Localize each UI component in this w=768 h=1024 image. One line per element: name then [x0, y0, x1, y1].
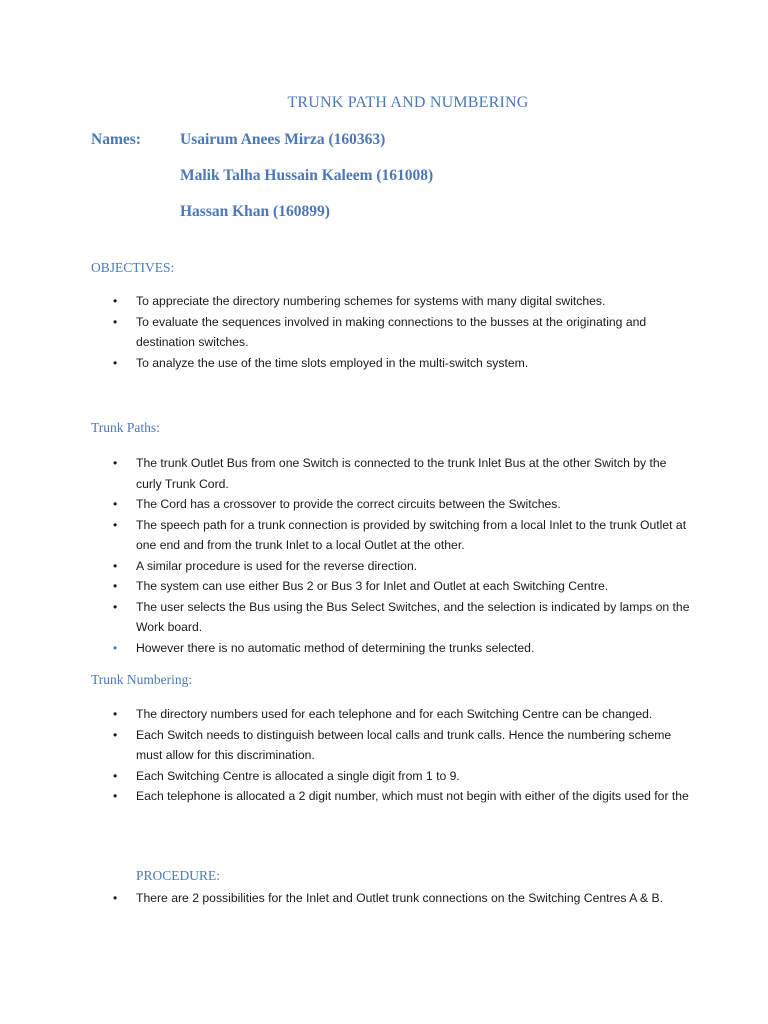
list-item: [113, 515, 693, 556]
author-name-2: Malik Talha Hussain Kaleem (161008): [180, 167, 434, 184]
document-title: TRUNK PATH AND NUMBERING: [287, 94, 529, 111]
list-item: [113, 597, 693, 638]
list-item-text: Each telephone is allocated a 2 digit number, which must not begin with either of the digits used for the: [136, 789, 689, 803]
list-item: [113, 888, 693, 909]
list-item: [113, 766, 693, 787]
bullet-icon: •: [113, 727, 118, 742]
list-item: [113, 453, 693, 494]
objectives-list: [113, 291, 693, 373]
list-item-text: The Cord has a crossover to provide the correct circuits between the Switches.: [136, 497, 561, 511]
bullet-icon: •: [113, 558, 118, 573]
list-item: [113, 312, 693, 353]
list-item-text: The trunk Outlet Bus from one Switch is connected to the trunk Inlet Bus at the other Switch by the curly Trunk Cord.: [136, 456, 667, 491]
list-item: [113, 725, 693, 766]
list-item-text: To appreciate the directory numbering schemes for systems with many digital switches.: [136, 294, 606, 308]
list-item-text: To analyze the use of the time slots employed in the multi-switch system.: [136, 355, 529, 370]
bullet-icon: •: [113, 294, 118, 308]
list-item: [113, 704, 693, 725]
bullet-icon: •: [113, 517, 118, 532]
bullet-icon: •: [113, 768, 118, 783]
list-item-text: The speech path for a trunk connection is provided by switching from a local Inlet to the trunk Outlet at one end and from the trunk Inlet to a local Outlet at the other.: [136, 517, 687, 552]
list-item-text: However there is no automatic method of determining the trunks selected.: [136, 640, 535, 655]
list-item-text: There are 2 possibilities for the Inlet and Outlet trunk connections on the Switching Centres A & B.: [136, 891, 664, 905]
bullet-icon: •: [113, 789, 118, 803]
list-item-text: Each Switch needs to distinguish between local calls and trunk calls. Hence the numbering scheme must allow for this discrimination.: [136, 727, 672, 762]
list-item: [113, 556, 693, 577]
bullet-icon: •: [113, 314, 118, 329]
list-item-text: Each Switching Centre is allocated a single digit from 1 to 9.: [136, 768, 460, 783]
bullet-icon: •: [113, 640, 118, 655]
trunk-paths-heading: Trunk Paths:: [91, 420, 160, 435]
bullet-icon: •: [113, 579, 118, 593]
bullet-icon: •: [113, 891, 118, 905]
bullet-icon: •: [113, 456, 118, 470]
list-item-text: The directory numbers used for each telephone and for each Switching Centre can be changed.: [136, 707, 653, 721]
bullet-icon: •: [113, 707, 118, 721]
trunk-paths-list: [113, 453, 693, 658]
list-item-text: To evaluate the sequences involved in making connections to the busses at the originating and destination switches.: [136, 314, 647, 349]
list-item-text: The system can use either Bus 2 or Bus 3 for Inlet and Outlet at each Switching Centre.: [136, 579, 609, 593]
procedure-heading: PROCEDURE:: [136, 868, 221, 883]
list-item-text: The user selects the Bus using the Bus Select Switches, and the selection is indicated by lamps on the Work board.: [136, 599, 690, 634]
trunk-numbering-list: [113, 704, 693, 807]
names-label: Names:: [91, 131, 141, 148]
list-item: [113, 786, 693, 807]
bullet-icon: •: [113, 355, 118, 370]
author-name-3: Hassan Khan (160899): [180, 203, 330, 220]
trunk-numbering-heading: Trunk Numbering:: [91, 672, 193, 687]
list-item: [113, 291, 693, 312]
procedure-list: [113, 888, 693, 909]
list-item: [113, 353, 693, 374]
bullet-icon: •: [113, 599, 118, 614]
author-name-1: Usairum Anees Mirza (160363): [180, 131, 386, 148]
list-item-text: A similar procedure is used for the reverse direction.: [136, 558, 418, 573]
list-item: [113, 638, 693, 659]
bullet-icon: •: [113, 497, 118, 511]
list-item: [113, 576, 693, 597]
list-item: [113, 494, 693, 515]
objectives-heading: OBJECTIVES:: [91, 260, 175, 275]
